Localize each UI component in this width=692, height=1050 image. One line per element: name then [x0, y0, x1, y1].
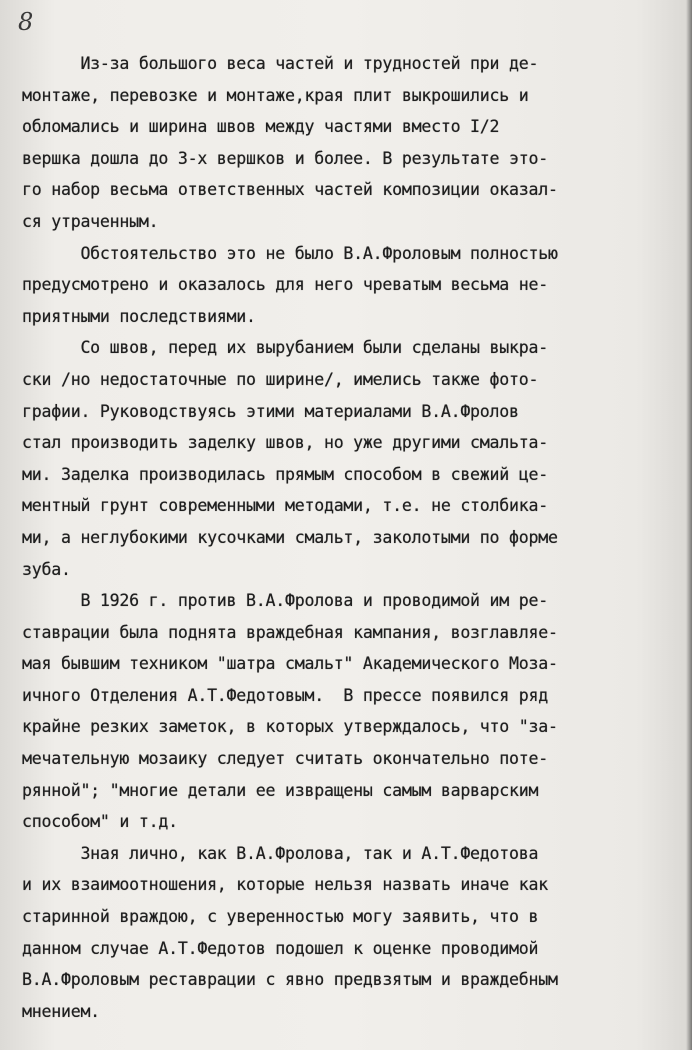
- text-line: ставрации была поднята враждебная кампания, возглавляе-: [22, 622, 558, 642]
- text-line: данном случае А.Т.Федотов подошел к оценке проводимой: [22, 938, 539, 958]
- text-line: мечательную мозаику следует считать окончательно поте-: [22, 749, 548, 769]
- typed-text-body: [22, 48, 672, 1027]
- text-line: В.А.Фроловым реставрации с явно предвзятым и враждебным: [22, 970, 558, 990]
- text-line: и их взаимоотношения, которые нельзя назвать иначе как: [22, 875, 548, 895]
- text-line: В 1926 г. против В.А.Фролова и проводимой им ре-: [22, 591, 548, 611]
- text-line: Из-за большого веса частей и трудностей при де-: [22, 54, 539, 73]
- text-line: мая бывшим техником "шатра смальт" Академического Моза-: [22, 654, 558, 674]
- text-line: зуба.: [22, 559, 71, 579]
- text-line: стал производить заделку швов, но уже другими смальта-: [22, 433, 548, 453]
- page-edge-shadow: [686, 0, 692, 1050]
- text-line: го набор весьма ответственных частей композиции оказал-: [22, 180, 558, 200]
- text-line: Со швов, перед их вырубанием были сделаны выкра-: [22, 338, 548, 358]
- text-line: рянной"; "многие детали ее извращены самым варварским: [22, 780, 539, 800]
- text-line: графии. Руководствуясь этими материалами В.А.Фролов: [22, 401, 519, 421]
- text-line: ски /но недостаточные по ширине/, имелись также фото-: [22, 369, 539, 389]
- text-line: предусмотрено и оказалось для него чреватым весьма не-: [22, 275, 548, 295]
- text-line: монтаже, перевозке и монтаже,края плит выкрошились и: [22, 85, 529, 105]
- text-line: мнением.: [22, 1001, 100, 1021]
- text-line: старинной враждою, с уверенностью могу заявить, что в: [22, 907, 539, 927]
- text-line: приятными последствиями.: [22, 306, 256, 326]
- text-line: ми. Заделка производилась прямым способом в свежий це-: [22, 464, 548, 484]
- text-line: ичного Отделения А.Т.Федотовым. В прессе появился ряд: [22, 685, 548, 705]
- text-line: ся утраченным.: [22, 211, 159, 231]
- text-line: вершка дошла до 3-х вершков и более. В результате это-: [22, 148, 548, 168]
- text-line: крайне резких заметок, в которых утверждалось, что "за-: [22, 717, 558, 737]
- text-line: ми, а неглубокими кусочками смальт, заколотыми по форме: [22, 527, 558, 547]
- page-number: 8: [18, 8, 34, 36]
- text-line: способом" и т.д.: [22, 812, 178, 832]
- text-line: Зная лично, как В.А.Фролова, так и А.Т.Федотова: [22, 843, 539, 863]
- text-line: обломались и ширина швов между частями вместо I/2: [22, 117, 500, 137]
- text-line: Обстоятельство это не было В.А.Фроловым полностью: [22, 243, 558, 263]
- text-line: ментный грунт современными методами, т.е. не столбика-: [22, 496, 548, 516]
